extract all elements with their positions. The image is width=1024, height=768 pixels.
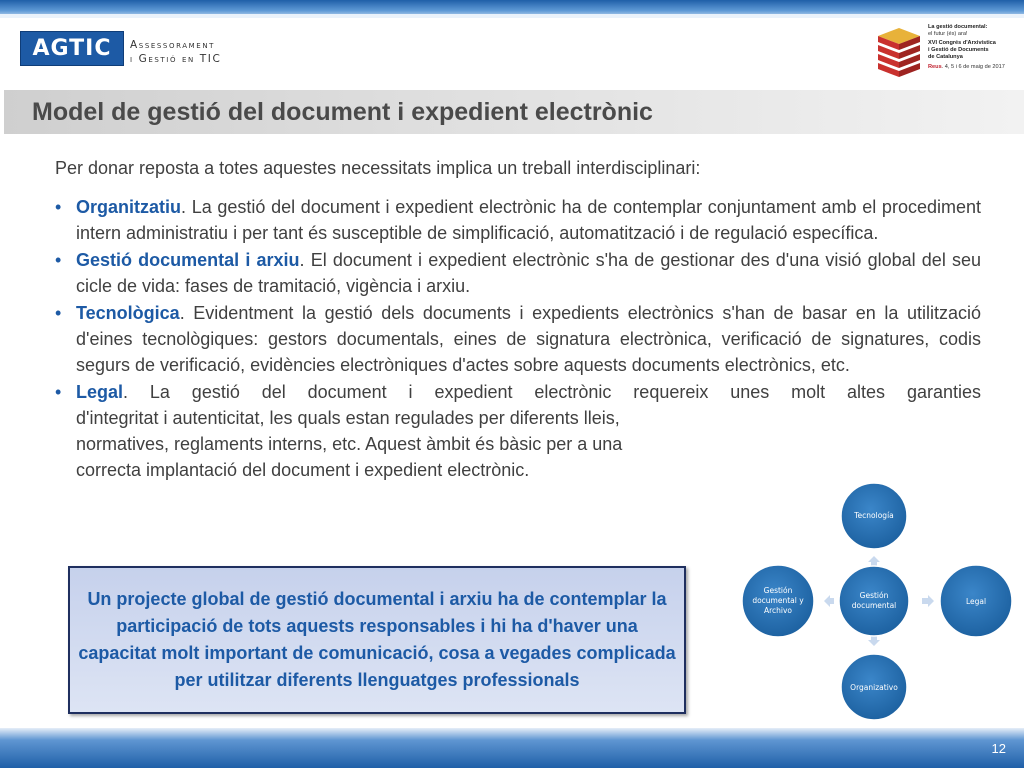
bullet-tecnologica [55, 300, 981, 378]
bullet-keyword: Gestió documental i arxiu [76, 250, 300, 270]
bullet-keyword: Tecnològica [76, 303, 180, 323]
node-left-label-2: documental y [752, 596, 804, 605]
agtic-tagline [130, 38, 221, 66]
congress-line-5: de Catalunya [928, 54, 963, 60]
congress-date: . 4, 5 i 6 de maig de 2017 [941, 64, 1005, 70]
bullet-list [55, 194, 981, 484]
top-banner [0, 0, 1024, 18]
bullet-dot: • [55, 250, 62, 270]
bullet-legal-line-2: d'integritat i autenticitat, les quals estan regulades per diferents lleis, [76, 408, 620, 428]
intro-text: Per donar reposta a totes aquestes necessitats implica un treball interdisciplinari: [55, 158, 701, 178]
bullet-text: . La gestió del document i expedient electrònic requereix unes molt altes garanties [123, 382, 981, 402]
bullet-dot: • [55, 303, 62, 323]
congress-place [928, 64, 1008, 71]
node-left-label-1: Gestión [763, 586, 793, 595]
bullet-text: . La gestió del document i expedient electrònic ha de contemplar conjuntament amb el procediment intern administratiu i per tant és susceptible de simplificació, automatització i de regulació específica. [76, 197, 981, 243]
congress-line-3: XVI Congrés d'Arxivística [928, 40, 996, 46]
bullet-legal-line-3: normatives, reglaments interns, etc. Aquest àmbit és bàsic per a una [76, 434, 623, 454]
bullet-organitzatiu [55, 194, 981, 246]
bullet-gestio-documental [55, 247, 981, 299]
tagline-line-2: i Gestió en TIC [130, 53, 222, 65]
bullet-text: . El document i expedient electrònic s'ha de gestionar des d'una visió global del seu cicle de vida: fases de tramitació, vigència i arxiu. [76, 250, 981, 296]
node-bottom-label: Organizativo [850, 683, 898, 692]
bullet-keyword: Organitzatiu [76, 197, 182, 217]
bullet-dot: • [55, 382, 62, 402]
bullet-legal-line-4: correcta implantació del document i expedient electrònic. [76, 460, 530, 480]
arrow-up-icon [868, 556, 880, 566]
bullet-dot: • [55, 197, 62, 217]
congress-line-2: el futur (és) ara! [928, 31, 968, 37]
arrow-right-icon [922, 595, 934, 607]
bullet-legal [55, 379, 981, 483]
page-number: 12 [991, 741, 1006, 756]
node-center-label-2: documental [851, 601, 897, 610]
node-right-label: Legal [965, 597, 987, 606]
bullet-text: . Evidentment la gestió dels documents i expedients electrònics s'han de basar en la utilització d'eines tecnològiques: gestors documentals, eines de signatura electrònica, verificació de signatures, codis segurs de verificació, evidències electròniques d'actes sobre aquests documents electrònics, etc. [76, 303, 981, 375]
congress-stack-icon [876, 26, 922, 80]
bottom-banner [0, 728, 1024, 768]
responsibility-diagram [740, 480, 1020, 724]
bullet-legal-line-1 [76, 379, 981, 405]
title-bar [4, 90, 1024, 134]
node-left-label-3: Archivo [763, 606, 793, 615]
tagline-line-1: Assessorament [130, 39, 216, 51]
congress-city: Reus [928, 64, 942, 70]
arrow-down-icon [868, 636, 880, 646]
callout-text: Un projecte global de gestió documental i arxiu ha de contemplar la participació de tots aquests responsables i hi ha d'haver una capacitat molt important de comunicació, cosa a vegades complicada per utilitzar diferents llenguatges professionals [78, 589, 676, 690]
congress-line-4: i Gestió de Documents [928, 47, 989, 53]
node-top-label: Tecnología [854, 511, 894, 520]
congress-logo [876, 24, 1004, 82]
bullet-keyword: Legal [76, 382, 124, 402]
agtic-logo: AGTIC [20, 31, 124, 66]
node-center-label-1: Gestión [859, 591, 889, 600]
congress-line-1: La gestió documental: [928, 24, 988, 30]
arrow-left-icon [824, 595, 834, 607]
slide-title: Model de gestió del document i expedient electrònic [32, 98, 653, 126]
callout-box [68, 566, 686, 714]
